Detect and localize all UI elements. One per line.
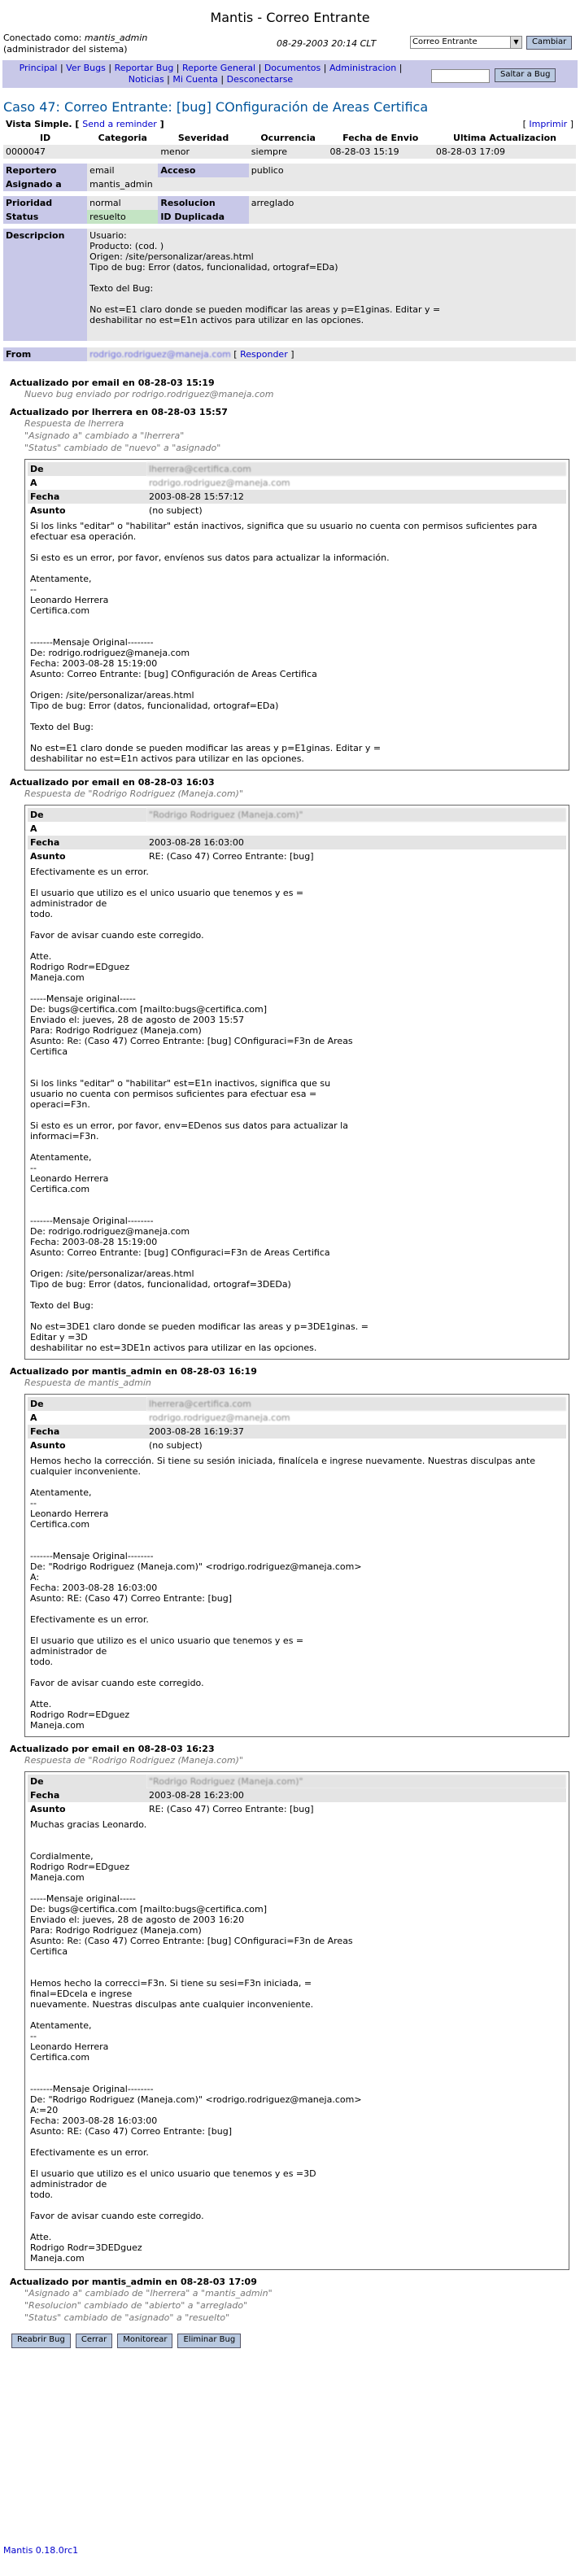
menu-separator: |	[255, 63, 264, 73]
col-severity: Severidad	[158, 131, 248, 145]
bug-details-table: Vista Simple. [ Send a reminder ] [ Imprimir ] ID Categoria Severidad Ocurrencia Fecha de Envio Ultima Actualizacion 0000047 menor siempre 08-28-03 15:19 08-28-03 17:09 Reportero email Acceso publico Asignado a mantis_admin Prioridad normal Resolucion arreglado Status resuelto ID Duplicada Descripcion Usuario: Producto: (cod. ) Origen: /site/personalizar/areas.html Tipo de bug: Error (datos, funcionalidad, ortograf=EDa) Texto del Bug: No est=E1 claro donde se pueden modificar las areas y p=E1ginas. Editar y = deshabilitar no est=E1n activos para utilizar en las opciones. From rodrigo.rodriguez@maneja.com [ Responder ]	[3, 117, 576, 361]
current-datetime: 08-29-2003 20:14 CLT	[277, 38, 377, 49]
view-mode: Vista Simple. [ Send a reminder ]	[6, 119, 164, 129]
menu-item-principal[interactable]: Principal	[19, 63, 58, 73]
history-entry-change: Respuesta de lherrera	[24, 418, 124, 429]
menu-item-documentos[interactable]: Documentos	[264, 63, 321, 73]
bugnote-box	[24, 459, 569, 771]
from-label: From	[3, 347, 87, 361]
menu-item-reportar-bug[interactable]: Reportar Bug	[114, 63, 174, 73]
send-reminder-link[interactable]: Send a reminder	[82, 119, 157, 129]
reporter-value: email	[87, 164, 158, 177]
access-label: Acceso	[158, 164, 248, 177]
top-bar	[0, 31, 580, 60]
bugnote-asunto-value: (no subject)	[149, 1440, 203, 1451]
history-entry-change: "Status" cambiado de "asignado" a "resuelto"	[24, 2312, 230, 2323]
history-entry-change: Respuesta de "Rodrigo Rodriguez (Maneja.com)"	[24, 788, 243, 799]
from-email-link[interactable]: rodrigo.rodriguez@maneja.com	[89, 349, 231, 360]
bugnote-box	[24, 1771, 569, 2270]
menu-separator: |	[396, 63, 403, 73]
priority-value: normal	[87, 196, 158, 210]
bugnote-asunto-label: Asunto	[30, 851, 66, 862]
reabrir-bug-button[interactable]: Reabrir Bug	[11, 2334, 71, 2348]
menu-item-administracion[interactable]: Administracion	[329, 63, 397, 73]
menu-item-noticias[interactable]: Noticias	[128, 74, 164, 85]
menu-item-desconectarse[interactable]: Desconectarse	[226, 74, 294, 85]
history-entry	[10, 378, 571, 400]
bugnote-fecha-label: Fecha	[28, 490, 146, 504]
access-value: publico	[249, 164, 576, 177]
bug-occurrence: siempre	[249, 145, 328, 159]
bugnote-asunto-value: (no subject)	[149, 505, 203, 516]
bug-last-updated: 08-28-03 17:09	[434, 145, 576, 159]
bugnote-asunto-label: Asunto	[30, 1804, 66, 1814]
menu-links	[3, 63, 418, 85]
history-entry-title: Actualizado por email en 08-28-03 15:19	[10, 378, 215, 388]
history-entry-title: Actualizado por email en 08-28-03 16:23	[10, 1744, 215, 1754]
menu-item-ver-bugs[interactable]: Ver Bugs	[66, 63, 106, 73]
history-entry	[10, 1744, 571, 2270]
bugnote-body: Hemos hecho la corrección. Si tiene su sesión iniciada, finalícela e ingrese nuevamente. Nuestras disculpas ante cualquier inconveniente. Atentamente, -- Leonardo Herrera Certifica.com -------Mensaje Original-------- De: "Rodrigo Rodriguez (Maneja.com)" <rodrigo.rodriguez@maneja.com> A: Fecha: 2003-08-28 16:03:00 Asunto: RE: (Caso 47) Correo Entrante: [bug] Efectivamente es un error. El usuario que utilizo es el unico usuario que tenemos y es = administrador de todo. Favor de avisar cuando este corregido. Atte. Rodrigo Rodr=EDguez Maneja.com	[30, 1456, 535, 1731]
history-entry-title: Actualizado por lherrera en 08-28-03 15:57	[10, 407, 228, 417]
bug-history	[10, 378, 571, 2324]
bugnote-fecha-label: Fecha	[28, 836, 146, 849]
bugnote-fecha-label: Fecha	[28, 1425, 146, 1439]
status-label: Status	[3, 210, 87, 224]
menu-item-reporte-general[interactable]: Reporte General	[182, 63, 256, 73]
history-entry-title: Actualizado por mantis_admin en 08-28-03 17:09	[10, 2277, 257, 2287]
bugnote-a-value	[146, 822, 566, 836]
menu-separator: |	[164, 74, 173, 85]
bugnote-box	[24, 805, 569, 1360]
bugnote-box	[24, 1394, 569, 1737]
status-badge: resuelto	[87, 210, 158, 224]
version-footer[interactable]: Mantis 0.18.0rc1	[3, 2545, 79, 2556]
menu-item-mi-cuenta[interactable]: Mi Cuenta	[172, 74, 218, 85]
bugnote-asunto-label: Asunto	[30, 1440, 66, 1451]
bugnote-body: Si los links "editar" o "habilitar" están inactivos, significa que su usuario no cuenta con permisos suficientes para efectuar esa operación. Si esto es un error, por favor, envíenos sus datos para actualizar la información. Atentamente, -- Leonardo Herrera Certifica.com -------Mensaje Original-------- De: rodrigo.rodriguez@maneja.com Fecha: 2003-08-28 15:19:00 Asunto: Correo Entrante: [bug] COnfiguración de Areas Certifica Origen: /site/personalizar/areas.html Tipo de bug: Error (datos, funcionalidad, ortograf=EDa) Texto del Bug: No est=E1 claro donde se pueden modificar las areas y p=E1ginas. Editar y = deshabilitar no est=E1n activos para utilizar en las opciones.	[30, 521, 538, 764]
history-entry	[10, 777, 571, 1360]
history-entry	[10, 1366, 571, 1737]
menu-separator: |	[57, 63, 67, 73]
col-category: Categoria	[87, 131, 158, 145]
bugnote-a-label: A	[30, 823, 37, 834]
description-value: Usuario: Producto: (cod. ) Origen: /site/personalizar/areas.html Tipo de bug: Error (datos, funcionalidad, ortograf=EDa) Texto del Bug: No est=E1 claro donde se pueden modificar las areas y p=E1ginas. Editar y = deshabilitar no est=E1n activos para utilizar en las opciones.	[87, 229, 576, 341]
case-title: Caso 47: Correo Entrante: [bug] COnfiguración de Areas Certifica	[3, 99, 429, 115]
eliminar-bug-button[interactable]: Eliminar Bug	[177, 2334, 241, 2348]
bugnote-de-label: De	[28, 1775, 146, 1788]
reply-link[interactable]: Responder	[240, 349, 288, 360]
bugnote-fecha-value: 2003-08-28 16:03:00	[146, 836, 566, 849]
from-value: rodrigo.rodriguez@maneja.com [ Responder ]	[87, 347, 576, 361]
resolution-value: arreglado	[249, 196, 576, 210]
bugnote-asunto-value: RE: (Caso 47) Correo Entrante: [bug]	[149, 1804, 314, 1814]
bugnote-asunto-value: RE: (Caso 47) Correo Entrante: [bug]	[149, 851, 314, 862]
col-date-submitted: Fecha de Envio	[328, 131, 434, 145]
duplicate-label: ID Duplicada	[158, 210, 248, 224]
history-entry-title: Actualizado por email en 08-28-03 16:03	[10, 777, 215, 788]
bug-id: 0000047	[3, 145, 87, 159]
bugnote-fecha-value: 2003-08-28 16:19:37	[146, 1425, 566, 1439]
bugnote-fecha-value: 2003-08-28 15:57:12	[146, 490, 566, 504]
col-last-updated: Ultima Actualizacion	[434, 131, 576, 145]
bugnote-de-value: "Rodrigo Rodriguez (Maneja.com)"	[146, 808, 566, 822]
priority-label: Prioridad	[3, 196, 87, 210]
menu-separator: |	[173, 63, 183, 73]
description-label: Descripcion	[3, 229, 87, 341]
bugnote-fecha-label: Fecha	[28, 1788, 146, 1802]
login-info	[3, 33, 147, 55]
reporter-label: Reportero	[3, 164, 87, 177]
menu-separator: |	[321, 63, 329, 73]
change-project-button[interactable]: Cambiar	[526, 36, 572, 50]
bugnote-de-value: lherrera@certifica.com	[146, 462, 566, 476]
print-link[interactable]: Imprimir	[529, 119, 568, 129]
bugnote-a-label: A	[30, 1412, 37, 1423]
menu-separator: |	[105, 63, 115, 73]
view-label: Vista Simple.	[6, 119, 72, 129]
history-entry	[10, 407, 571, 771]
username: mantis_admin	[84, 33, 148, 43]
assigned-value: mantis_admin	[87, 177, 576, 191]
bugnote-body: Efectivamente es un error. El usuario que utilizo es el unico usuario que tenemos y es = administrador de todo. Favor de avisar cuando este corregido. Atte. Rodrigo Rodr=EDguez Maneja.com -----Mensaje original----- De: bugs@certifica.com [mailto:bugs@certifica.com] Enviado el: jueves, 28 de agosto de 2003 15:57 Para: Rodrigo Rodriguez (Maneja.com) Asunto: Re: (Caso 47) Correo Entrante: [bug] COnfiguraci=F3n de Areas Certifica Si los links "editar" o "habilitar" est=E1n inactivos, significa que su usuario no cuenta con permisos suficientes para efectuar esa = operaci=F3n. Si esto es un error, por favor, env=EDenos sus datos para actualizar la informaci=F3n. Atentamente, -- Leonardo Herrera Certifica.com -------Mensaje Original-------- De: rodrigo.rodriguez@maneja.com Fecha: 2003-08-28 15:19:00 Asunto: Correo Entrante: [bug] COnfiguraci=F3n de Areas Certifica Origen: /site/personalizar/areas.html Tipo de bug: Error (datos, funcionalidad, ortograf=3DEDa) Texto del Bug: No est=3DE1 claro donde se pueden modificar las areas y p=3DE1ginas. = Editar y =3D deshabilitar no est=3DE1n activos para utilizar en las opciones.	[30, 867, 368, 1353]
history-entry-change: "Resolucion" cambiado de "abierto" a "arreglado"	[24, 2300, 248, 2311]
history-entry-change: Respuesta de "Rodrigo Rodriguez (Maneja.com)"	[24, 1755, 243, 1766]
bugnote-header-table	[28, 808, 566, 863]
resolution-label: Resolucion	[158, 196, 248, 210]
col-id: ID	[3, 131, 87, 145]
history-entry	[10, 2277, 571, 2324]
logged-in-label: Conectado como:	[3, 33, 82, 43]
details-value-row	[3, 145, 576, 159]
col-occurrence: Ocurrencia	[249, 131, 328, 145]
menu-separator: |	[217, 74, 227, 85]
history-entry-change: "Status" cambiado de "nuevo" a "asignado"	[24, 443, 221, 453]
bugnote-asunto-label: Asunto	[30, 505, 66, 516]
history-entry-change: "Asignado a" cambiado a "lherrera"	[24, 430, 185, 441]
bugnote-de-value: "Rodrigo Rodriguez (Maneja.com)"	[146, 1775, 566, 1788]
bugnote-header-table	[28, 462, 566, 517]
bug-actions	[11, 2334, 580, 2348]
bugnote-a-label: A	[30, 478, 37, 488]
assigned-label: Asignado a	[3, 177, 87, 191]
jump-to-bug-button[interactable]: Saltar a Bug	[495, 68, 556, 82]
bugnote-a-value: rodrigo.rodriguez@maneja.com	[149, 478, 290, 488]
bug-date-submitted: 08-28-03 15:19	[328, 145, 434, 159]
bug-severity: menor	[158, 145, 248, 159]
bugnote-a-value: rodrigo.rodriguez@maneja.com	[149, 1412, 290, 1423]
bugnote-de-label: De	[28, 462, 146, 476]
bugnote-de-value: lherrera@certifica.com	[146, 1397, 566, 1411]
bug-category	[87, 145, 158, 159]
project-selected: Correo Entrante	[412, 37, 478, 46]
bugnote-de-label: De	[28, 808, 146, 822]
chevron-down-icon: ▼	[510, 37, 521, 48]
duplicate-value	[249, 210, 576, 224]
jump-to-bug-input[interactable]	[431, 69, 490, 83]
project-select[interactable]	[410, 36, 522, 49]
cerrar-button[interactable]: Cerrar	[76, 2334, 112, 2348]
bugnote-body: Muchas gracias Leonardo. Cordialmente, Rodrigo Rodr=EDguez Maneja.com -----Mensaje original----- De: bugs@certifica.com [mailto:bugs@certifica.com] Enviado el: jueves, 28 de agosto de 2003 16:20 Para: Rodrigo Rodriguez (Maneja.com) Asunto: Re: (Caso 47) Correo Entrante: [bug] COnfiguraci=F3n de Areas Certifica Hemos hecho la correcci=F3n. Si tiene su sesi=F3n iniciada, = final=EDcela e ingrese nuevamente. Nuestras disculpas ante cualquier inconveniente. Atentamente, -- Leonardo Herrera Certifica.com -------Mensaje Original-------- De: "Rodrigo Rodriguez (Maneja.com)" <rodrigo.rodriguez@maneja.com> A:=20 Fecha: 2003-08-28 16:03:00 Asunto: RE: (Caso 47) Correo Entrante: [bug] Efectivamente es un error. El usuario que utilizo es el unico usuario que tenemos y es =3D administrador de todo. Favor de avisar cuando este corregido. Atte. Rodrigo Rodr=3DEDguez Maneja.com	[30, 1819, 362, 2264]
user-role: (administrador del sistema)	[3, 44, 128, 55]
app-title: Mantis - Correo Entrante	[210, 10, 370, 25]
bugnote-de-label: De	[28, 1397, 146, 1411]
bugnote-header-table	[28, 1397, 566, 1452]
main-menu	[2, 60, 578, 88]
monitorear-button[interactable]: Monitorear	[117, 2334, 172, 2348]
history-entry-change: "Asignado a" cambiado de "lherrera" a "mantis_admin"	[24, 2288, 273, 2299]
history-entry-title: Actualizado por mantis_admin en 08-28-03 16:19	[10, 1366, 257, 1377]
details-header-row	[3, 131, 576, 145]
history-entry-change: Respuesta de mantis_admin	[24, 1378, 151, 1388]
bugnote-header-table	[28, 1775, 566, 1816]
bugnote-fecha-value: 2003-08-28 16:23:00	[146, 1788, 566, 1802]
history-entry-change: Nuevo bug enviado por rodrigo.rodriguez@maneja.com	[24, 389, 274, 399]
